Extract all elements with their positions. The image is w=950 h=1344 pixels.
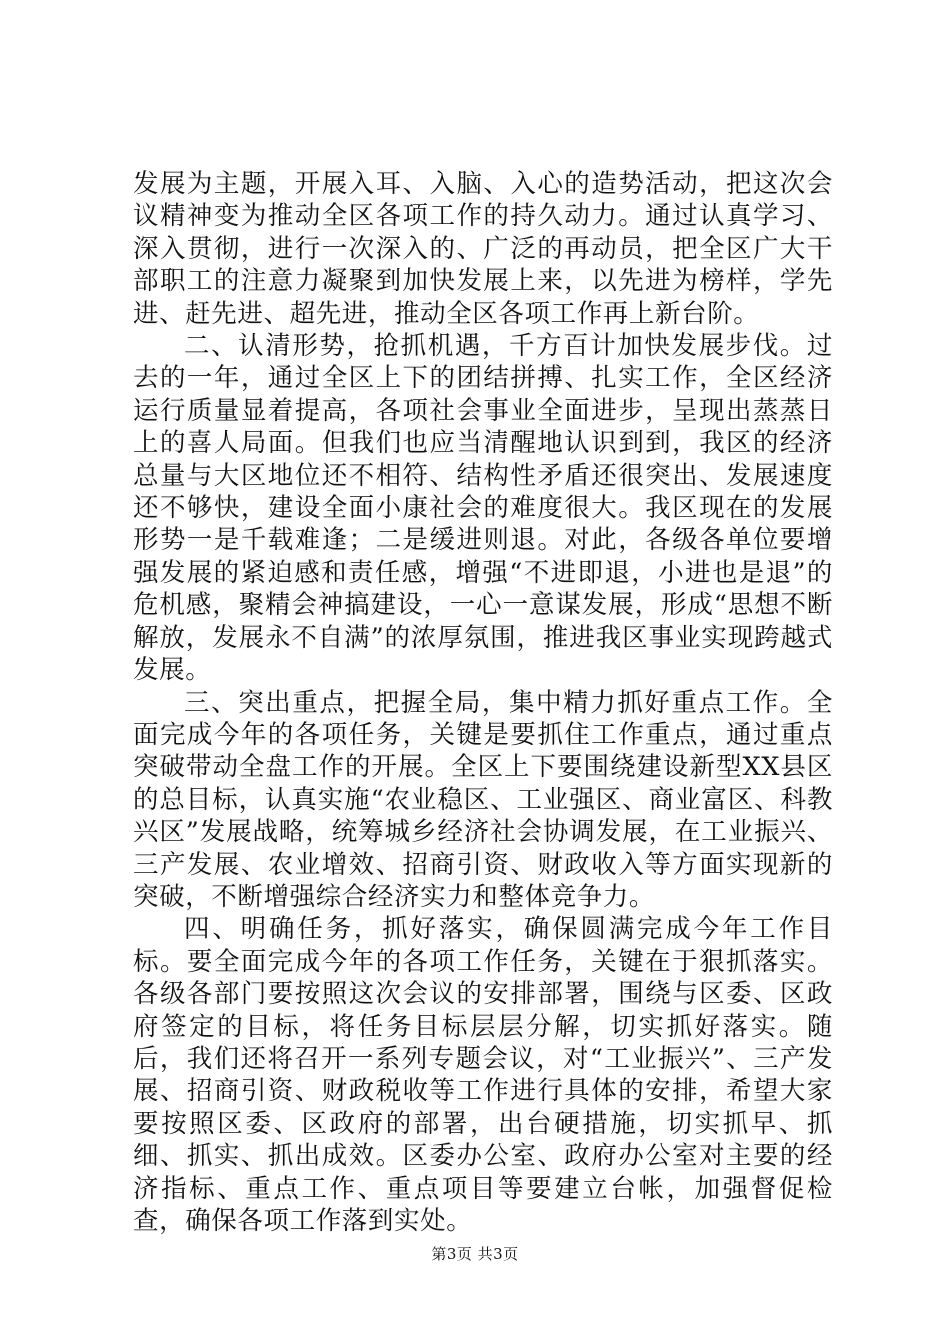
paragraph-continuation: 发展为主题，开展入耳、入脑、入心的造势活动，把这次会议精神变为推动全区各项工作的持久动力。通过认真学习、深入贯彻，进行一次深入的、广泛的再动员，把全区广大干部职工的注意力凝聚到加快发展上来，以先进为榜样，学先进、赶先进、超先进，推动全区各项工作再上新台阶。 xyxy=(133,169,833,329)
page-footer xyxy=(0,1244,950,1264)
document-body xyxy=(133,168,833,1237)
paragraph-section-two: 二、认清形势，抢抓机遇，千方百计加快发展步伐。过去的一年，通过全区上下的团结拼搏、扎实工作，全区经济运行质量显着提高，各项社会事业全面进步，呈现出蒸蒸日上的喜人局面。但我们也应当清醒地认识到到，我区的经济总量与大区地位还不相符、结构性矛盾还很突出、发展速度还不够快，建设全面小康社会的难度很大。我区现在的发展形势一是千载难逢；二是缓进则退。对此，各级各单位要增强发展的紧迫感和责任感，增强“不进即退，小进也是退”的危机感，聚精会神搞建设，一心一意谋发展，形成“思想不断解放，发展永不自满”的浓厚氛围，推进我区事业实现跨越式发展。 xyxy=(133,331,833,686)
paragraph-section-four: 四、明确任务，抓好落实，确保圆满完成今年工作目标。要全面完成今年的各项工作任务，关键在于狠抓落实。各级各部门要按照这次会议的安排部署，围绕与区委、区政府签定的目标，将任务目标层层分解，切实抓好落实。随后，我们还将召开一系列专题会议，对“工业振兴”、三产发展、招商引资、财政税收等工作进行具体的安排，希望大家要按照区委、区政府的部署，出台硬措施，切实抓早、抓细、抓实、抓出成效。区委办公室、政府办公室对主要的经济指标、重点工作、重点项目等要建立台帐，加强督促检查，确保各项工作落到实处。 xyxy=(133,914,833,1236)
page-number-label: 第3页 共3页 xyxy=(431,1245,519,1263)
paragraph-section-three: 三、突出重点，把握全局，集中精力抓好重点工作。全面完成今年的各项任务，关键是要抓住工作重点，通过重点突破带动全盘工作的开展。全区上下要围绕建设新型XX县区的总目标，认真实施“农业稳区、工业强区、商业富区、科教兴区”发展战略，统筹城乡经济社会协调发展，在工业振兴、三产发展、农业增效、招商引资、财政收入等方面实现新的突破，不断增强综合经济实力和整体竞争力。 xyxy=(133,687,833,912)
